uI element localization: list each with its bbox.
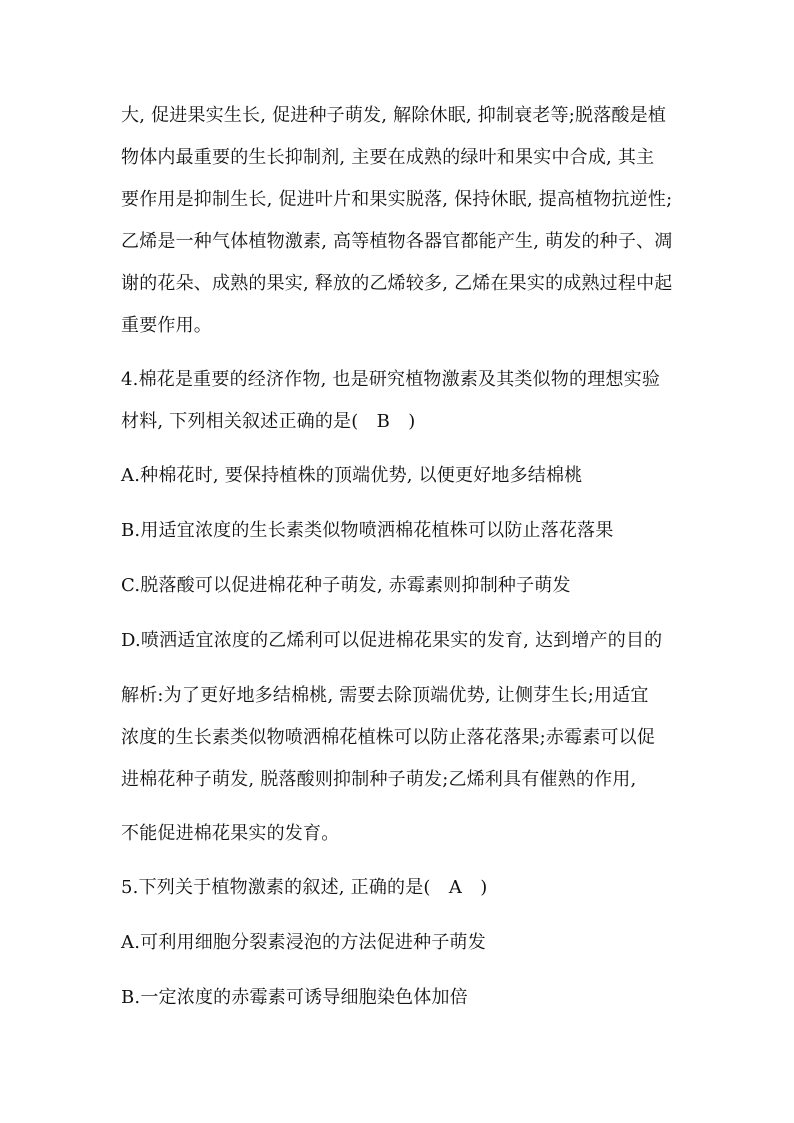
- intro-line-5: 谢的花朵、成熟的果实, 释放的乙烯较多, 乙烯在果实的成熟过程中起: [121, 273, 673, 294]
- intro-line-6: 重要作用。: [121, 315, 212, 336]
- q4-stem-line-2: 材料, 下列相关叙述正确的是( B ): [121, 411, 416, 432]
- q4-option-d: D.喷洒适宜浓度的乙烯利可以促进棉花果实的发育, 达到增产的目的: [121, 630, 663, 651]
- q4-analysis-line-4: 不能促进棉花果实的发育。: [121, 823, 340, 844]
- q5-option-b: B.一定浓度的赤霉素可诱导细胞染色体加倍: [121, 987, 468, 1008]
- q4-analysis-line-3: 进棉花种子萌发, 脱落酸则抑制种子萌发;乙烯利具有催熟的作用,: [121, 769, 637, 790]
- q4-option-a: A.种棉花时, 要保持植株的顶端优势, 以便更好地多结棉桃: [121, 465, 583, 486]
- q5-stem-line-1: 5.下列关于植物激素的叙述, 正确的是( A ): [121, 877, 488, 898]
- q4-option-c: C.脱落酸可以促进棉花种子萌发, 赤霉素则抑制种子萌发: [121, 575, 571, 596]
- q4-analysis-line-1: 解析:为了更好地多结棉桃, 需要去除顶端优势, 让侧芽生长;用适宜: [121, 685, 649, 706]
- q4-option-b: B.用适宜浓度的生长素类似物喷洒棉花植株可以防止落花落果: [121, 520, 614, 541]
- q5-option-a: A.可利用细胞分裂素浸泡的方法促进种子萌发: [121, 932, 486, 953]
- intro-line-3: 要作用是抑制生长, 促进叶片和果实脱落, 保持休眠, 提高植物抗逆性;: [121, 189, 673, 210]
- intro-line-1: 大, 促进果实生长, 促进种子萌发, 解除休眠, 抑制衰老等;脱落酸是植: [121, 105, 667, 126]
- intro-line-2: 物体内最重要的生长抑制剂, 主要在成熟的绿叶和果实中合成, 其主: [121, 147, 655, 168]
- q4-analysis-line-2: 浓度的生长素类似物喷洒棉花植株可以防止落花落果;赤霉素可以促: [121, 727, 656, 748]
- intro-line-4: 乙烯是一种气体植物激素, 高等植物各器官都能产生, 萌发的种子、凋: [121, 231, 673, 252]
- q4-stem-line-1: 4.棉花是重要的经济作物, 也是研究植物激素及其类似物的理想实验: [121, 369, 661, 390]
